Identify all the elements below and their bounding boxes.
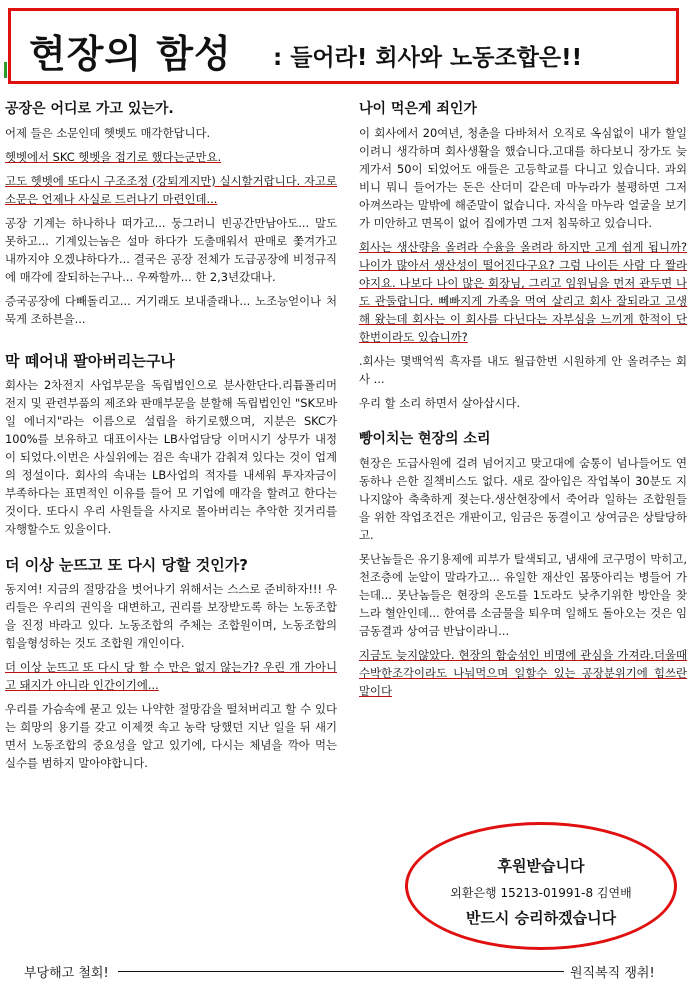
paragraph: 고도 헷벳에 또다시 구조조정 (강퇴게지만) 실시할거랍니다. 자고로 소문은 언제나 사실로 드러나기 마련인데... — [5, 174, 337, 206]
paragraph: 현장은 도급사원에 걸려 넘어지고 맞고대에 숨통이 넘나들어도 연동하나 은한 질책비스도 없다. 새로 잘아입은 작업복이 30분도 지나지않아 축축하게 젖는다.생산현장에서 죽어라 일하는 조합원들을 위한 작업조건은 개판이고, 임금은 동결이고 상여금은 상탈당하고. — [359, 456, 687, 542]
support-ellipse — [405, 822, 677, 950]
footer-left-slogan: 부당해고 철회! — [24, 966, 109, 981]
paragraph: 증국공장에 다빼돌리고... 거기래도 보내줄래나... 노조능얻이나 처묵게 조하븐을... — [5, 294, 337, 326]
paragraph: 공장 기계는 하나하나 떠가고... 둥그러니 빈공간만남아도... 말도 못하고... 기계있는놈은 설마 하다가 도출매워서 판매로 쫓겨가고 내까지야 오겠냐하다가... 결국은 공장 전체가 도급공장에 비정규직에 매각에 잘되하는구나... 우짜할까... 한 2,3년갔대나. — [5, 216, 337, 284]
section-title: 더 이상 눈뜨고 또 다시 당할 것인가? — [5, 556, 248, 574]
footer — [0, 962, 691, 982]
main-title: 현장의 함성 — [29, 32, 232, 76]
section-resist — [5, 556, 337, 772]
section-title: 나이 먹은게 죄인가 — [359, 101, 477, 117]
paragraph: 우리 할 소리 하면서 살아삽시다. — [359, 396, 521, 410]
closing-slogan: 반드시 승리하겠습니다 — [465, 909, 617, 927]
section-age — [359, 100, 687, 412]
subtitle: : 들어라! 회사와 노동조합은!! — [273, 45, 583, 71]
section-title: 빵이치는 현장의 소리 — [359, 431, 491, 447]
footer-divider — [118, 971, 564, 972]
paragraph: 못난놈들은 유기용제에 피부가 탈색되고, 냄새에 코구멍이 막히고, 천조층에 눈알이 말라가고... 유일한 재산인 몸뚱아리는 병들어 가는데... 못난놈들은 현장의 온도를 1도라도 낮추기위한 방안을 찾느라 혈안인데... 한여름 소금물을 퇴우며 일해도 돌아오는 것은 임금동결과 상여금 반납이라니... — [359, 552, 687, 638]
bank-account: 외환은행 15213-01991-8 김연배 — [450, 886, 632, 900]
margin-mark — [4, 62, 7, 78]
footer-right-slogan: 원직복직 쟁취! — [570, 966, 655, 981]
header-box — [8, 8, 679, 84]
paragraph: 이 회사에서 20여년, 청춘을 다바쳐서 오직로 옥심없이 내가 할일이려니 생각하며 회사생활을 했습니다.고대를 하다보니 장가도 늦게가서 50이 되었어도 애들은 고등학교를 다니고 있습니다. 과외비니 뭐니 들어가는 돈은 산더미 같은데 마누라가 불평하면 그저 아껴쓰라는 말밖에 해준말이 없습니다. 자식을 마누라 얼굴을 보기가 미안하고 면목이 없어 집에가면 그저 침묵하고 있습니다. — [359, 126, 687, 230]
section-voices — [359, 430, 687, 700]
paragraph: 우리를 가슴속에 묻고 있는 나약한 절망감을 떨쳐버리고 할 수 있다는 희망의 용기를 갖고 이제껏 속고 농락 당했던 지난 일을 뒤 새기면서 노동조합의 중요성을 알고 있기에, 다시는 체념을 깍아 먹는 실수를 범하지 말아야합니다. — [5, 702, 337, 770]
paragraph: 지금도 늦지않았다. 현장의 함숨섞인 비명에 관심을 가져라.더울때 수박한조각이라도 나눠먹으며 일할수 있는 공장분위기에 힘쓰란 말이다 — [359, 648, 687, 698]
section-selloff — [5, 352, 337, 538]
paragraph: 어제 들은 소문인데 헷벳도 매각한답니다. — [5, 126, 211, 140]
paragraph: 회사는 2차전지 사업부문을 독립법인으로 분사한단다.리튬폴리머 전지 및 관련부품의 제조와 판매부문을 분할해 독립법인인 "SK모바일 에너지"라는 이름으로 설립을 하기로했으며, 지분은 SKC가 100%를 보유하고 대표이사는 LB사업담당 이머시기 상무가 내정이 되었다.이번은 사실위에는 검은 속내가 감춰져 있다는 것이 업계의 정설이다. 회사의 속내는 LB사업의 적자를 내세워 투자자금이 부족하다는 표면적인 이유를 들어 모 기업에 매각을 할려고 한다는 것이다. 또다시 우리 사원들을 사지로 몰아버리는 추악한 짓거리를 자행할수도 있을이다. — [5, 378, 337, 536]
paragraph: 회사는 생산량을 올려라 수율을 올려라 하지만 고게 쉽게 됩니까?나이가 많아서 생산성이 떨어진다구요? 그럼 나이든 사람 다 짤라야지요. 나보다 나이 많은 회장님, 그리고 임원님을 먼저 관두면 나도 관둘랍니다. 뻬빠지게 가족을 먹여 살리고 회사 잘되라고 고생해 왔는데 회사는 이 회사를 다닌다는 자부심을 느끼게 한적이 단한번이라도 있습니까? — [359, 240, 687, 344]
paragraph: 헷벳에서 SKC 헷벳을 접기로 했다는군만요. — [5, 150, 222, 164]
paragraph: 동지여! 지금의 절망감을 벗어나기 위해서는 스스로 준비하자!!! 우리들은 우리의 권익을 대변하고, 권리를 보장받도록 하는 노동조합을 진정 바라고 있다. 노동조합의 주체는 조합원이며, 노동조합의 힘을형성하는 것도 조합원 개인이다. — [5, 582, 337, 650]
right-column — [359, 100, 687, 718]
paragraph: 더 이상 눈뜨고 또 다시 당 할 수 만은 없지 않는가? 우린 개 가아니고 돼지가 아니라 인간이기에... — [5, 660, 337, 692]
section-title: 막 떼어내 팔아버리는구나 — [5, 352, 175, 370]
paragraph: .회사는 몇백억씩 흑자를 내도 월급한번 시원하게 안 올려주는 회사 ... — [359, 354, 687, 386]
section-title: 공장은 어디로 가고 있는가. — [5, 101, 174, 117]
section-factory — [5, 100, 337, 328]
support-title: 후원받습니다 — [497, 857, 585, 875]
left-column — [5, 100, 337, 790]
